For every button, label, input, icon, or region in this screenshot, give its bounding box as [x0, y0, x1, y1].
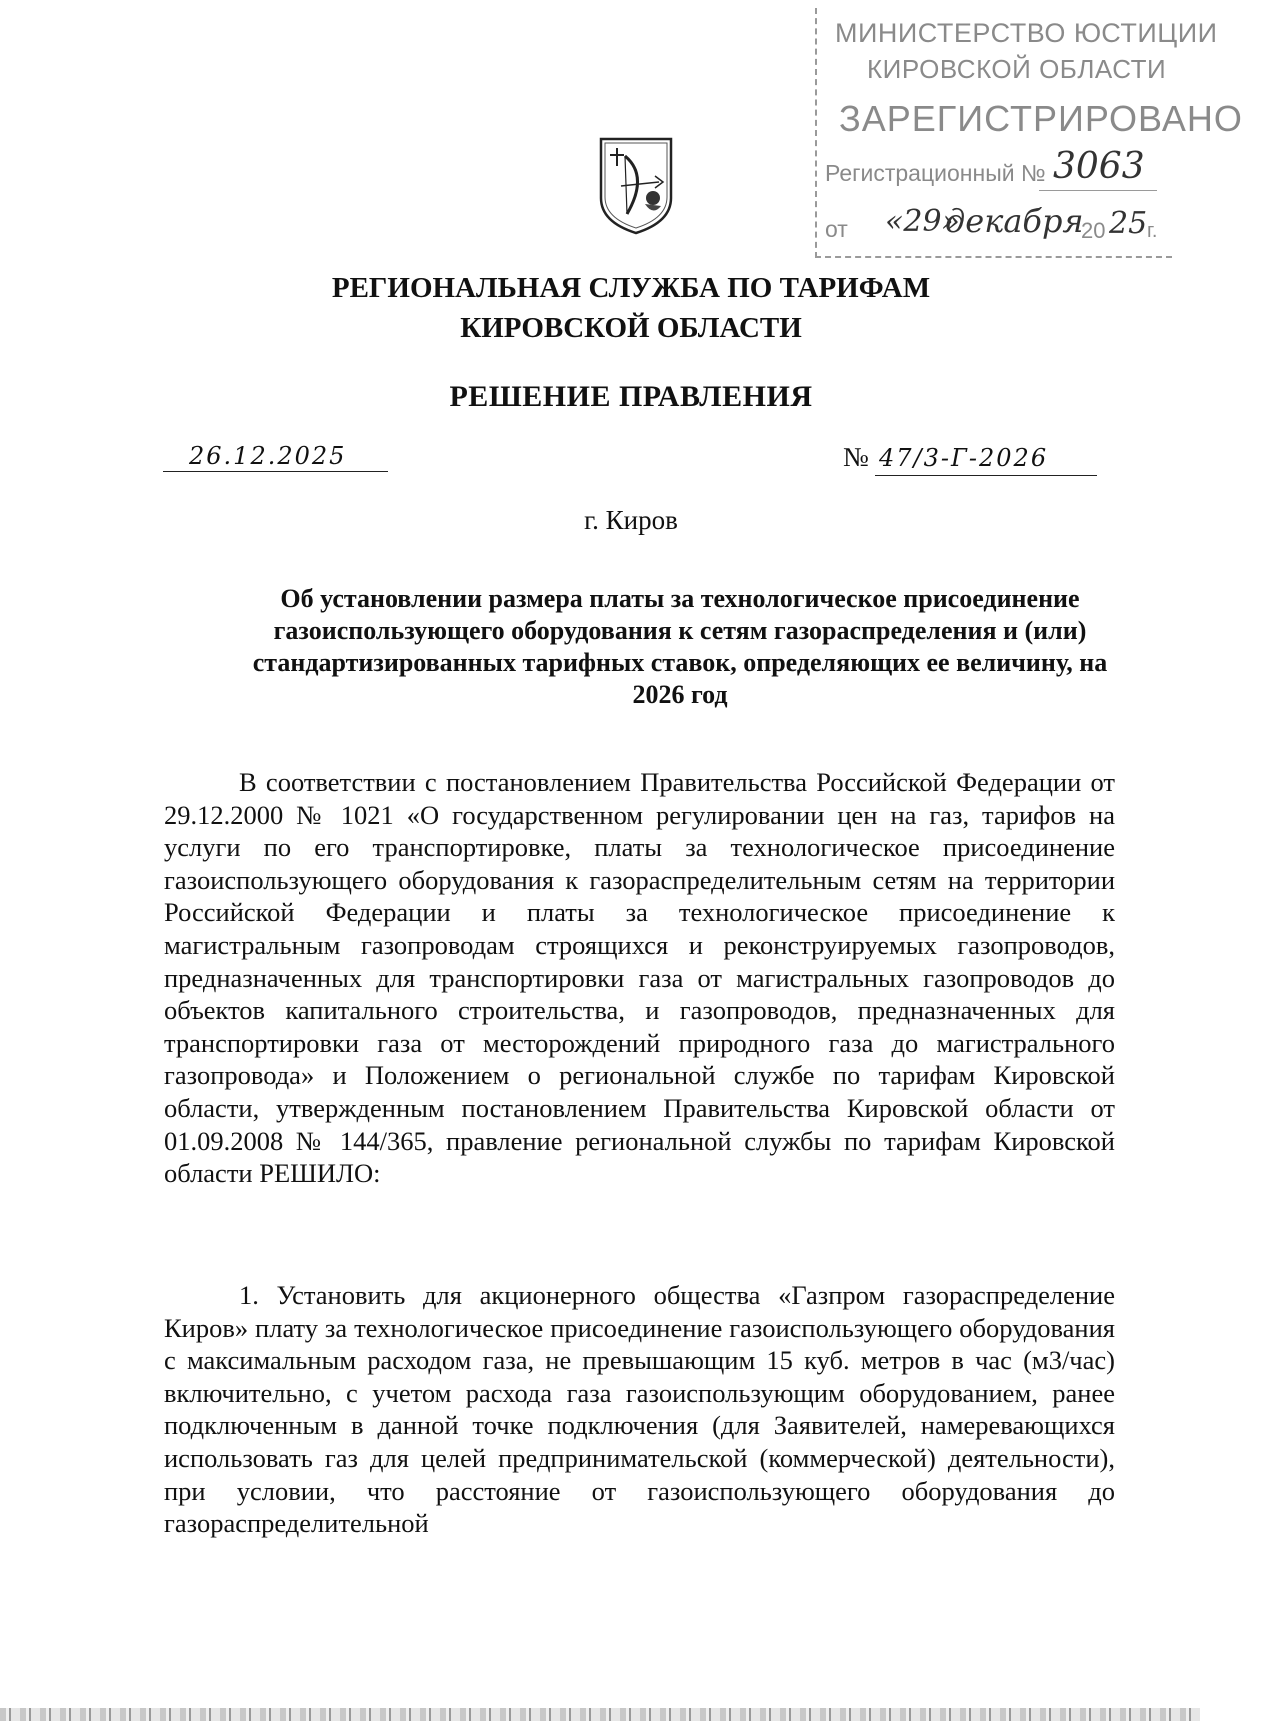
number-label: №: [843, 442, 869, 472]
stamp-date-day: «29»: [885, 204, 960, 239]
document-type: РЕШЕНИЕ ПРАВЛЕНИЯ: [449, 380, 813, 413]
paragraph-text: В соответствии с постановлением Правительства Российской Федерации от 29.12.2000 № 1021 «О государственном регулировании цен на газ, тарифов на услуги по его транспортировке, платы за технологическое присоединение газоиспользующего оборудования к газораспределительным сетям на территории Российской Федерации и платы за технологическое присоединение к магистральным газопроводам строящихся и реконструируемых газопроводов, предназначенных для транспортировки газа от магистральных газопроводов до объектов капитального строительства, и газопроводов, предназначенных для транспортировки газа от месторождений природного газа до магистрального газопровода» и Положением о региональной службе по тарифам Кировской области, утвержденным постановлением Правительства Кировской области от 01.09.2008 № 144/365, правление региональной службы по тарифам Кировской области РЕШИЛО:: [164, 767, 1115, 1189]
decision-date: 26.12.2025: [163, 446, 388, 472]
stamp-date-suffix: г.: [1147, 220, 1158, 242]
decision-number: 47/3-Г-2026: [875, 446, 1097, 476]
stamp-registered-line: ЗАРЕГИСТРИРОВАНО: [839, 98, 1243, 139]
org-name-line1: РЕГИОНАЛЬНАЯ СЛУЖБА ПО ТАРИФАМ: [331, 272, 931, 304]
body-paragraph-1: [164, 766, 1115, 1190]
coat-of-arms-icon: [597, 136, 675, 236]
registration-stamp: [815, 8, 1243, 258]
stamp-reg-label: Регистрационный №: [825, 160, 1046, 186]
stamp-reg-number: 3063: [1053, 146, 1145, 187]
body-paragraph-2: [164, 1279, 1115, 1540]
document-title: Об установлении размера платы за технологическое присоединение газоиспользующего оборудования к сетям газораспределения и (или) стандартизированных тарифных ставок, определяющих ее величину, на 2026 год: [252, 584, 1108, 709]
paragraph-text: 1. Установить для акционерного общества «Газпром газораспределение Киров» плату за технологическое присоединение газоиспользующего оборудования с максимальным расходом газа, не превышающим 15 куб. метров в час (м3/час) включительно, с учетом расхода газа газоиспользующим оборудованием, ранее подключенным в данной точке подключения (для Заявителей, намеревающихся использовать газ для целей предпринимательской (коммерческой) деятельности), при условии, что расстояние от газоиспользующего оборудования до газораспределительной: [164, 1280, 1115, 1539]
stamp-ministry-line: МИНИСТЕРСТВО ЮСТИЦИИ: [835, 18, 1218, 48]
stamp-region-line: КИРОВСКОЙ ОБЛАСТИ: [867, 54, 1167, 84]
stamp-date-month: декабря: [945, 202, 1084, 240]
stamp-date-year-prefix: 20: [1081, 218, 1106, 243]
stamp-date-year: 25: [1109, 206, 1148, 241]
stamp-date-prefix: от: [825, 216, 848, 242]
city: г. Киров: [584, 505, 678, 535]
scan-edge: [0, 1708, 1200, 1721]
org-name-line2: КИРОВСКОЙ ОБЛАСТИ: [460, 312, 802, 344]
